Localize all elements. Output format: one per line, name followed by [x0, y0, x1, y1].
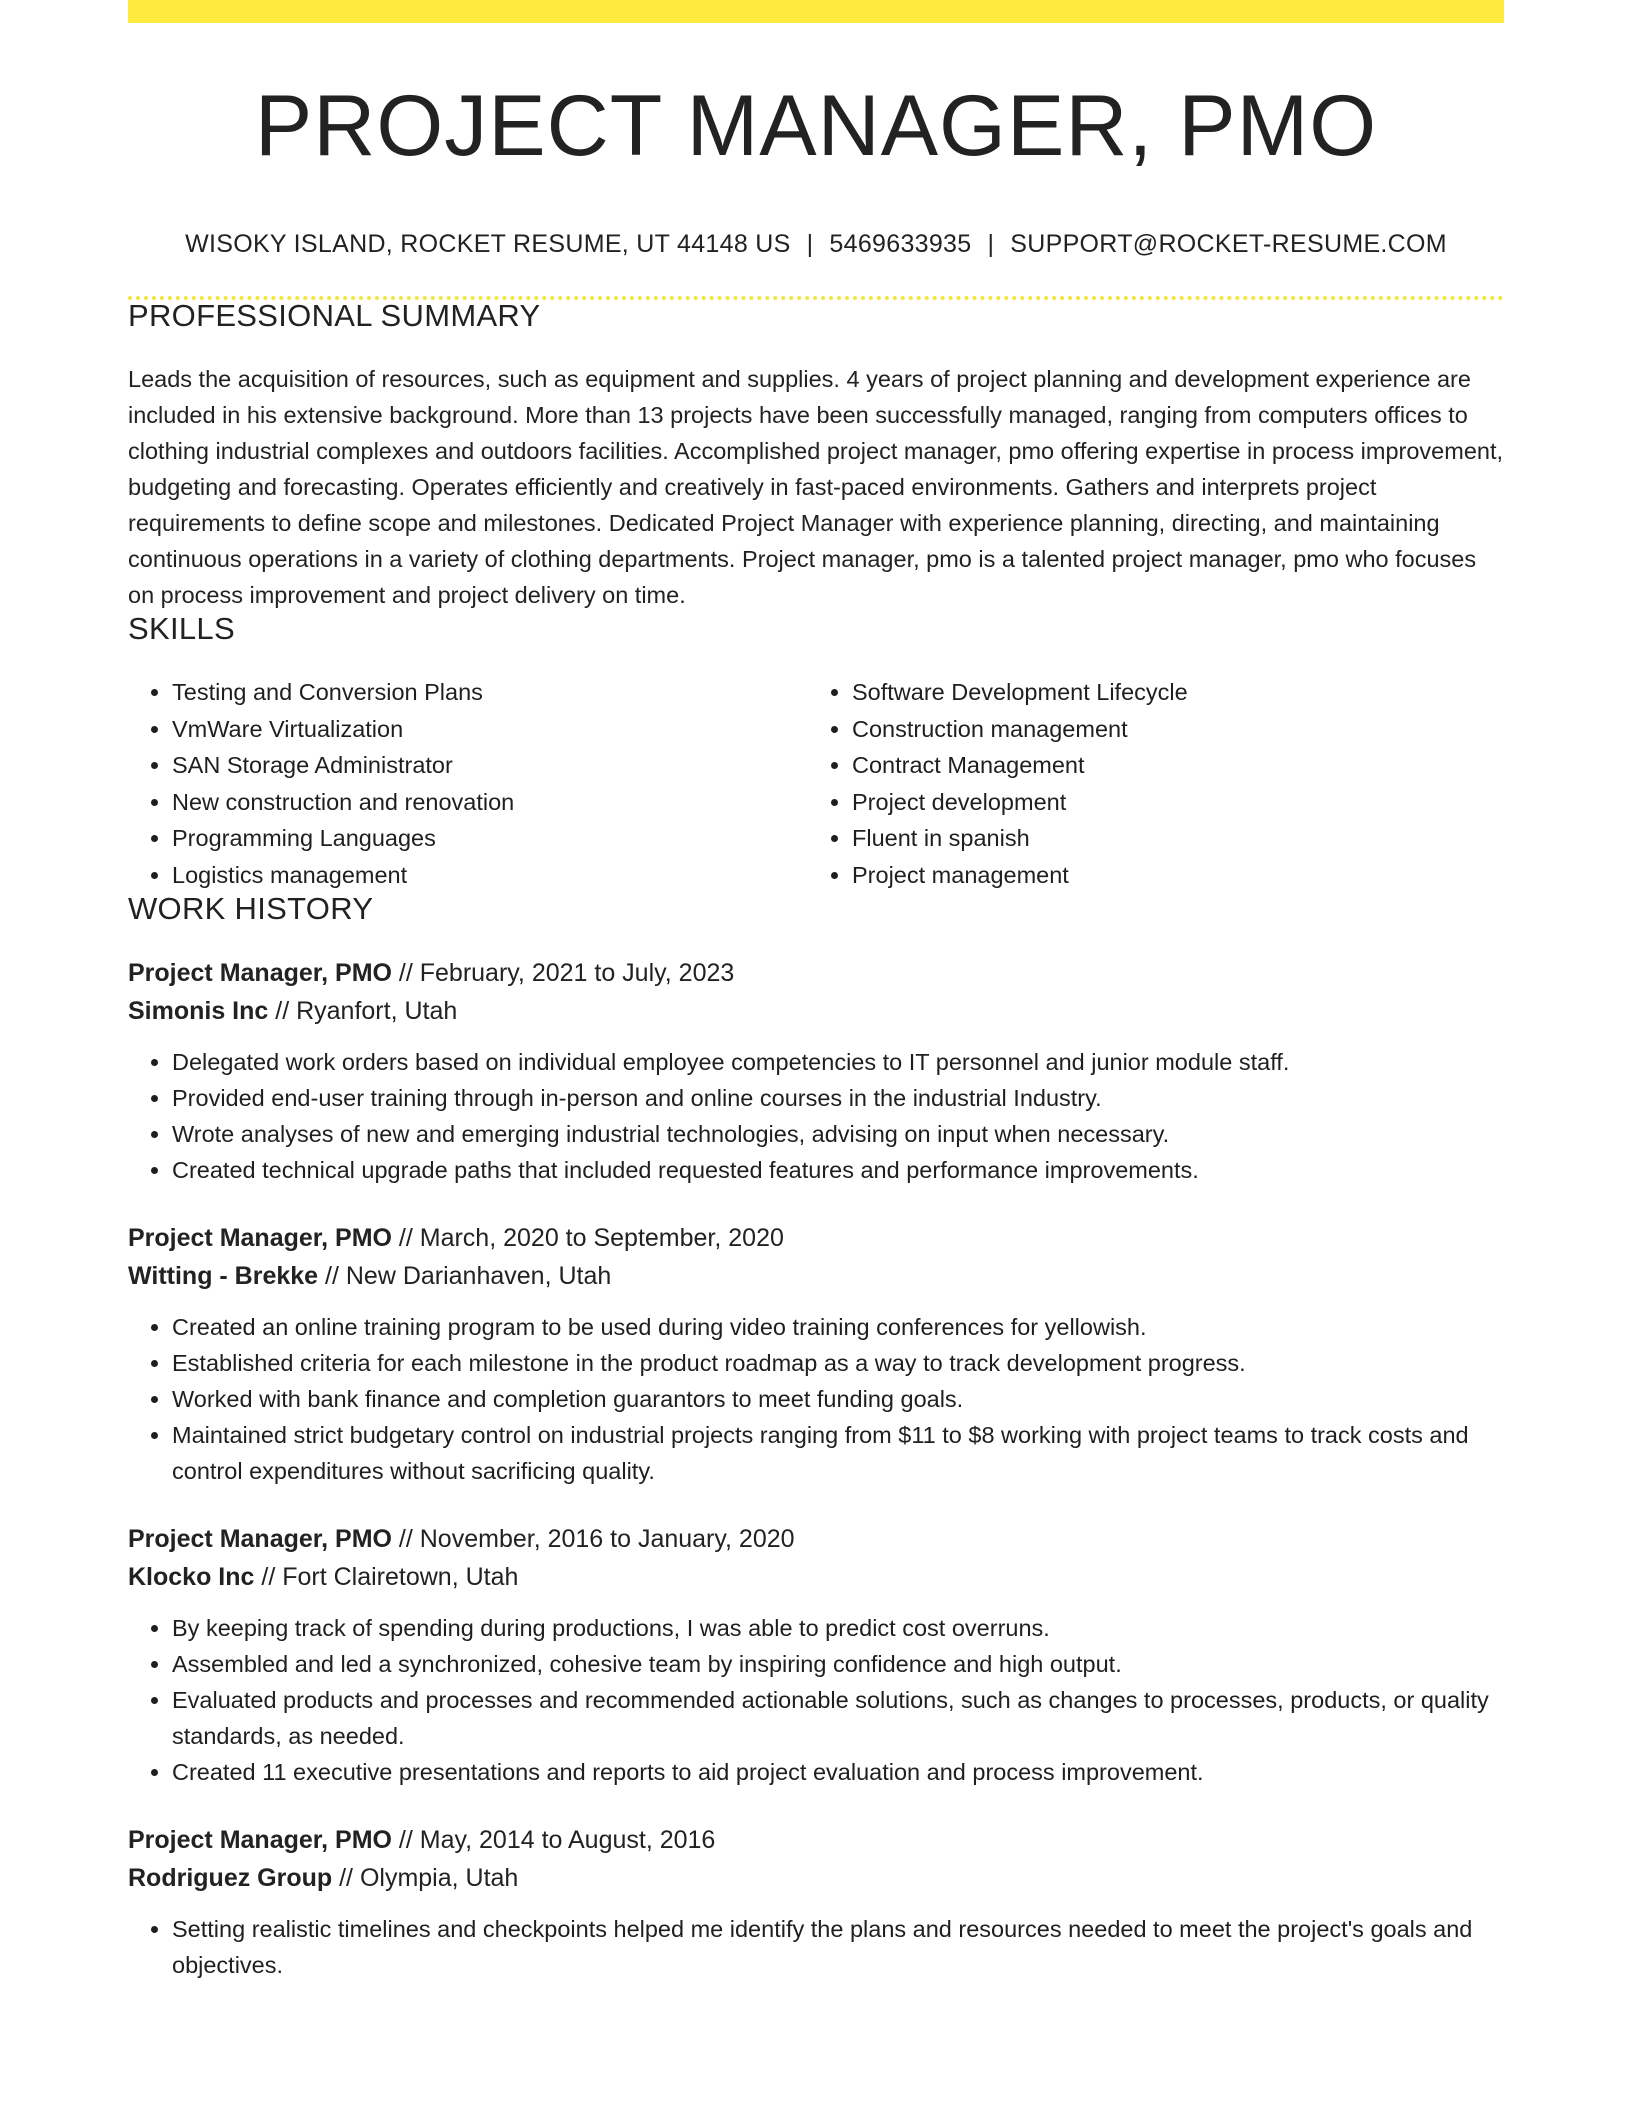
skill-item: • New construction and renovation	[172, 784, 808, 821]
job-bullet: • Worked with bank finance and completion guarantors to meet funding goals.	[172, 1381, 1504, 1417]
job-bullet: • Delegated work orders based on individual employee competencies to IT personnel and junior module staff.	[172, 1044, 1504, 1080]
job-company-line	[128, 1558, 1504, 1596]
job-entry	[128, 954, 1504, 1188]
skill-item: • Project management	[852, 857, 1488, 894]
skill-item: • Programming Languages	[172, 820, 808, 857]
job-entry	[128, 1821, 1504, 1983]
job-location: // New Darianhaven, Utah	[318, 1262, 612, 1290]
job-bullet: • Created an online training program to be used during video training conferences for yellowish.	[172, 1309, 1504, 1345]
job-bullets	[128, 1610, 1504, 1790]
skills-list	[128, 674, 1504, 893]
summary-text: Leads the acquisition of resources, such as equipment and supplies. 4 years of project planning and development experience are included in his extensive background. More than 13 projects have been successfully managed, ranging from computers offices to clothing industrial complexes and outdoors facilities. Accomplished project manager, pmo offering expertise in process improvement, budgeting and forecasting. Operates efficiently and creatively in fast-paced environments. Gathers and interprets project requirements to define scope and milestones. Dedicated Project Manager with experience planning, directing, and maintaining continuous operations in a variety of clothing departments. Project manager, pmo is a talented project manager, pmo who focuses on process improvement and project delivery on time.	[128, 366, 1504, 608]
job-bullets	[128, 1309, 1504, 1489]
job-role: Project Manager, PMO	[128, 959, 392, 987]
job-bullets	[128, 1044, 1504, 1188]
contact-phone: 5469633935	[829, 230, 972, 258]
job-dates: // May, 2014 to August, 2016	[391, 1826, 716, 1854]
job-role-line	[128, 1219, 1504, 1257]
accent-bar	[128, 0, 1504, 23]
job-bullet: • Evaluated products and processes and recommended actionable solutions, such as changes to processes, products, or quality standards, as needed.	[172, 1682, 1504, 1754]
resume-name: PROJECT MANAGER, PMO	[254, 78, 1378, 174]
skill-item: • Fluent in spanish	[852, 820, 1488, 857]
job-company: Witting - Brekke	[128, 1262, 319, 1290]
job-role-line	[128, 1821, 1504, 1859]
job-bullet: • Maintained strict budgetary control on industrial projects ranging from $11 to $8 working with project teams to track costs and control expenditures without sacrificing quality.	[172, 1417, 1504, 1489]
job-role: Project Manager, PMO	[128, 1224, 392, 1252]
skill-item: • Testing and Conversion Plans	[172, 674, 808, 711]
skills-heading: SKILLS	[128, 611, 235, 646]
job-role-line	[128, 954, 1504, 992]
skills-column-left	[128, 674, 808, 893]
contact-email: SUPPORT@ROCKET-RESUME.COM	[1010, 230, 1447, 258]
job-bullet: • Established criteria for each milestone in the product roadmap as a way to track development progress.	[172, 1345, 1504, 1381]
skill-item: • Software Development Lifecycle	[852, 674, 1488, 711]
job-bullet: • Created 11 executive presentations and reports to aid project evaluation and process improvement.	[172, 1754, 1504, 1790]
skill-item: • Project development	[852, 784, 1488, 821]
work-history-heading: WORK HISTORY	[128, 891, 374, 926]
summary-heading: PROFESSIONAL SUMMARY	[128, 298, 541, 333]
job-location: // Fort Clairetown, Utah	[254, 1563, 519, 1591]
job-company-line	[128, 992, 1504, 1030]
job-location: // Olympia, Utah	[332, 1864, 519, 1892]
job-dates: // November, 2016 to January, 2020	[391, 1525, 795, 1553]
resume-page	[128, 0, 1504, 1983]
job-role: Project Manager, PMO	[128, 1525, 392, 1553]
contact-separator: |	[987, 230, 995, 258]
contact-separator: |	[806, 230, 814, 258]
job-entry	[128, 1219, 1504, 1489]
job-bullet: • By keeping track of spending during productions, I was able to predict cost overruns.	[172, 1610, 1504, 1646]
job-dates: // February, 2021 to July, 2023	[391, 959, 735, 987]
skill-item: • VmWare Virtualization	[172, 711, 808, 748]
job-entry	[128, 1520, 1504, 1790]
contact-address: WISOKY ISLAND, ROCKET RESUME, UT 44148 US	[185, 230, 791, 258]
skill-item: • Construction management	[852, 711, 1488, 748]
skill-item: • SAN Storage Administrator	[172, 747, 808, 784]
job-company: Rodriguez Group	[128, 1864, 333, 1892]
job-bullet: • Provided end-user training through in-person and online courses in the industrial Industry.	[172, 1080, 1504, 1116]
skills-column-right	[808, 674, 1488, 893]
job-bullet: • Wrote analyses of new and emerging industrial technologies, advising on input when necessary.	[172, 1116, 1504, 1152]
job-dates: // March, 2020 to September, 2020	[391, 1224, 784, 1252]
contact-line	[128, 232, 1504, 257]
skill-item: • Logistics management	[172, 857, 808, 894]
job-bullets	[128, 1911, 1504, 1983]
job-company: Klocko Inc	[128, 1563, 255, 1591]
skill-item: • Contract Management	[852, 747, 1488, 784]
job-role-line	[128, 1520, 1504, 1558]
job-company-line	[128, 1257, 1504, 1295]
job-location: // Ryanfort, Utah	[268, 997, 458, 1025]
job-bullet: • Created technical upgrade paths that included requested features and performance improvements.	[172, 1152, 1504, 1188]
job-role: Project Manager, PMO	[128, 1826, 392, 1854]
job-bullet: • Setting realistic timelines and checkpoints helped me identify the plans and resources needed to meet the project's goals and objectives.	[172, 1911, 1504, 1983]
job-company: Simonis Inc	[128, 997, 269, 1025]
job-company-line	[128, 1859, 1504, 1897]
job-bullet: • Assembled and led a synchronized, cohesive team by inspiring confidence and high output.	[172, 1646, 1504, 1682]
